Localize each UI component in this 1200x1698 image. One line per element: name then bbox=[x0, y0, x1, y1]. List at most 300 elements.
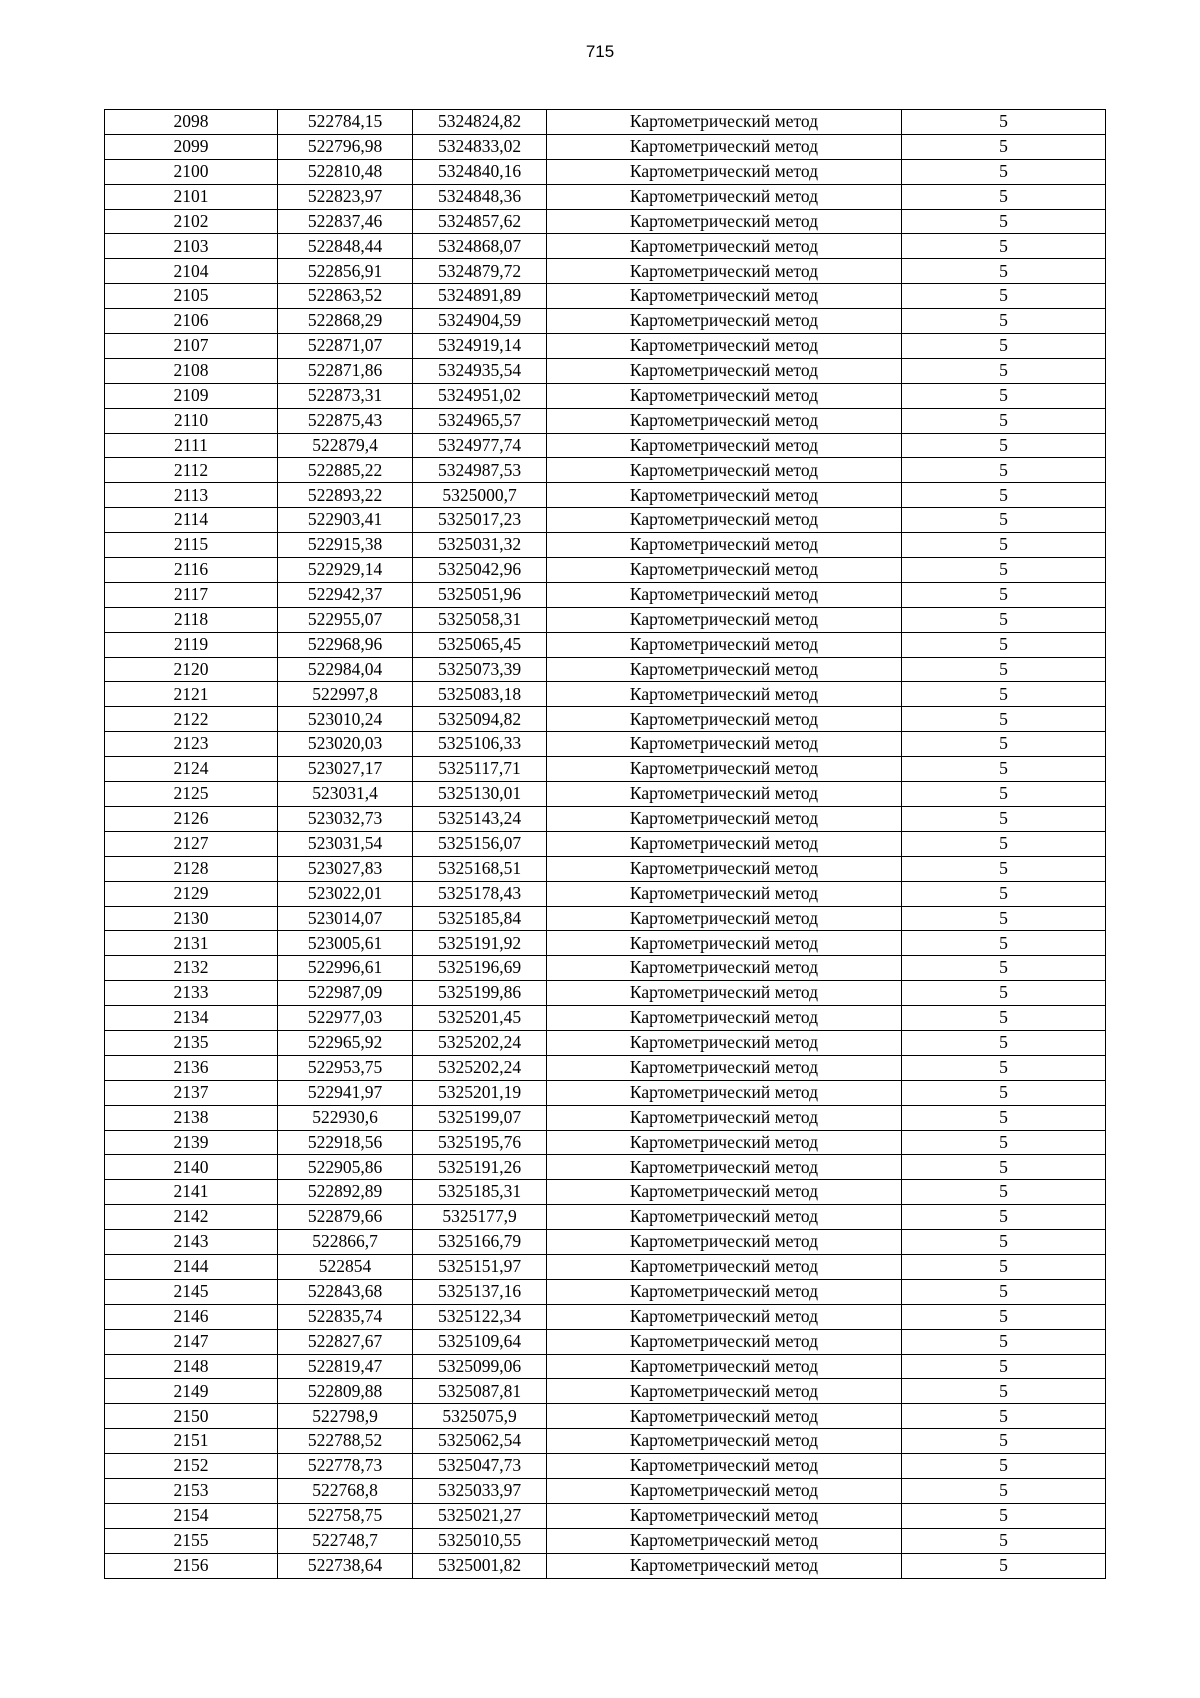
method-cell: Картометрический метод bbox=[547, 234, 902, 259]
y-coordinate-cell: 5325087,81 bbox=[413, 1379, 547, 1404]
accuracy-cell: 5 bbox=[902, 309, 1106, 334]
accuracy-cell: 5 bbox=[902, 1454, 1106, 1479]
method-cell: Картометрический метод bbox=[547, 334, 902, 359]
point-number-cell: 2152 bbox=[105, 1454, 278, 1479]
accuracy-cell: 5 bbox=[902, 209, 1106, 234]
table-row bbox=[105, 533, 1106, 558]
accuracy-cell: 5 bbox=[902, 1404, 1106, 1429]
point-number-cell: 2150 bbox=[105, 1404, 278, 1429]
method-cell: Картометрический метод bbox=[547, 1130, 902, 1155]
method-cell: Картометрический метод bbox=[547, 906, 902, 931]
y-coordinate-cell: 5325109,64 bbox=[413, 1329, 547, 1354]
method-cell: Картометрический метод bbox=[547, 956, 902, 981]
method-cell: Картометрический метод bbox=[547, 284, 902, 309]
accuracy-cell: 5 bbox=[902, 1429, 1106, 1454]
y-coordinate-cell: 5324868,07 bbox=[413, 234, 547, 259]
method-cell: Картометрический метод bbox=[547, 782, 902, 807]
table-row bbox=[105, 1429, 1106, 1454]
accuracy-cell: 5 bbox=[902, 234, 1106, 259]
y-coordinate-cell: 5325166,79 bbox=[413, 1230, 547, 1255]
y-coordinate-cell: 5325185,84 bbox=[413, 906, 547, 931]
x-coordinate-cell: 522798,9 bbox=[278, 1404, 413, 1429]
y-coordinate-cell: 5325042,96 bbox=[413, 558, 547, 583]
y-coordinate-cell: 5325001,82 bbox=[413, 1553, 547, 1578]
x-coordinate-cell: 522871,07 bbox=[278, 334, 413, 359]
accuracy-cell: 5 bbox=[902, 632, 1106, 657]
accuracy-cell: 5 bbox=[902, 1279, 1106, 1304]
point-number-cell: 2151 bbox=[105, 1429, 278, 1454]
x-coordinate-cell: 523005,61 bbox=[278, 931, 413, 956]
accuracy-cell: 5 bbox=[902, 433, 1106, 458]
method-cell: Картометрический метод bbox=[547, 682, 902, 707]
point-number-cell: 2118 bbox=[105, 607, 278, 632]
x-coordinate-cell: 522875,43 bbox=[278, 408, 413, 433]
method-cell: Картометрический метод bbox=[547, 607, 902, 632]
table-row bbox=[105, 1055, 1106, 1080]
table-row bbox=[105, 1080, 1106, 1105]
x-coordinate-cell: 522863,52 bbox=[278, 284, 413, 309]
point-number-cell: 2127 bbox=[105, 831, 278, 856]
x-coordinate-cell: 523032,73 bbox=[278, 806, 413, 831]
x-coordinate-cell: 522918,56 bbox=[278, 1130, 413, 1155]
x-coordinate-cell: 522942,37 bbox=[278, 582, 413, 607]
accuracy-cell: 5 bbox=[902, 259, 1106, 284]
method-cell: Картометрический метод bbox=[547, 458, 902, 483]
accuracy-cell: 5 bbox=[902, 1205, 1106, 1230]
table-row bbox=[105, 956, 1106, 981]
point-number-cell: 2140 bbox=[105, 1155, 278, 1180]
method-cell: Картометрический метод bbox=[547, 732, 902, 757]
method-cell: Картометрический метод bbox=[547, 1354, 902, 1379]
table-row bbox=[105, 1030, 1106, 1055]
method-cell: Картометрический метод bbox=[547, 408, 902, 433]
point-number-cell: 2142 bbox=[105, 1205, 278, 1230]
point-number-cell: 2139 bbox=[105, 1130, 278, 1155]
table-row bbox=[105, 1304, 1106, 1329]
table-row bbox=[105, 558, 1106, 583]
method-cell: Картометрический метод bbox=[547, 582, 902, 607]
x-coordinate-cell: 522997,8 bbox=[278, 682, 413, 707]
method-cell: Картометрический метод bbox=[547, 1006, 902, 1031]
accuracy-cell: 5 bbox=[902, 110, 1106, 135]
point-number-cell: 2120 bbox=[105, 657, 278, 682]
x-coordinate-cell: 522796,98 bbox=[278, 134, 413, 159]
accuracy-cell: 5 bbox=[902, 1478, 1106, 1503]
accuracy-cell: 5 bbox=[902, 184, 1106, 209]
point-number-cell: 2123 bbox=[105, 732, 278, 757]
point-number-cell: 2098 bbox=[105, 110, 278, 135]
accuracy-cell: 5 bbox=[902, 1553, 1106, 1578]
x-coordinate-cell: 522823,97 bbox=[278, 184, 413, 209]
y-coordinate-cell: 5324977,74 bbox=[413, 433, 547, 458]
y-coordinate-cell: 5325000,7 bbox=[413, 483, 547, 508]
point-number-cell: 2126 bbox=[105, 806, 278, 831]
x-coordinate-cell: 522941,97 bbox=[278, 1080, 413, 1105]
accuracy-cell: 5 bbox=[902, 483, 1106, 508]
table-row bbox=[105, 1230, 1106, 1255]
method-cell: Картометрический метод bbox=[547, 1080, 902, 1105]
point-number-cell: 2156 bbox=[105, 1553, 278, 1578]
accuracy-cell: 5 bbox=[902, 856, 1106, 881]
y-coordinate-cell: 5325156,07 bbox=[413, 831, 547, 856]
y-coordinate-cell: 5325047,73 bbox=[413, 1454, 547, 1479]
method-cell: Картометрический метод bbox=[547, 1030, 902, 1055]
point-number-cell: 2154 bbox=[105, 1503, 278, 1528]
point-number-cell: 2103 bbox=[105, 234, 278, 259]
x-coordinate-cell: 522893,22 bbox=[278, 483, 413, 508]
table-row bbox=[105, 1254, 1106, 1279]
method-cell: Картометрический метод bbox=[547, 1230, 902, 1255]
accuracy-cell: 5 bbox=[902, 1503, 1106, 1528]
accuracy-cell: 5 bbox=[902, 806, 1106, 831]
table-row bbox=[105, 483, 1106, 508]
x-coordinate-cell: 522738,64 bbox=[278, 1553, 413, 1578]
table-row bbox=[105, 184, 1106, 209]
y-coordinate-cell: 5324824,82 bbox=[413, 110, 547, 135]
point-number-cell: 2145 bbox=[105, 1279, 278, 1304]
point-number-cell: 2109 bbox=[105, 383, 278, 408]
point-number-cell: 2121 bbox=[105, 682, 278, 707]
accuracy-cell: 5 bbox=[902, 159, 1106, 184]
table-row bbox=[105, 931, 1106, 956]
point-number-cell: 2110 bbox=[105, 408, 278, 433]
point-number-cell: 2130 bbox=[105, 906, 278, 931]
point-number-cell: 2117 bbox=[105, 582, 278, 607]
method-cell: Картометрический метод bbox=[547, 1478, 902, 1503]
accuracy-cell: 5 bbox=[902, 906, 1106, 931]
table-row bbox=[105, 1404, 1106, 1429]
x-coordinate-cell: 522819,47 bbox=[278, 1354, 413, 1379]
point-number-cell: 2149 bbox=[105, 1379, 278, 1404]
point-number-cell: 2128 bbox=[105, 856, 278, 881]
x-coordinate-cell: 522953,75 bbox=[278, 1055, 413, 1080]
accuracy-cell: 5 bbox=[902, 533, 1106, 558]
accuracy-cell: 5 bbox=[902, 334, 1106, 359]
method-cell: Картометрический метод bbox=[547, 533, 902, 558]
table-row bbox=[105, 856, 1106, 881]
x-coordinate-cell: 522873,31 bbox=[278, 383, 413, 408]
accuracy-cell: 5 bbox=[902, 782, 1106, 807]
point-number-cell: 2101 bbox=[105, 184, 278, 209]
coordinates-table-body bbox=[105, 110, 1106, 1579]
accuracy-cell: 5 bbox=[902, 881, 1106, 906]
table-row bbox=[105, 234, 1106, 259]
accuracy-cell: 5 bbox=[902, 1055, 1106, 1080]
method-cell: Картометрический метод bbox=[547, 1155, 902, 1180]
y-coordinate-cell: 5325191,92 bbox=[413, 931, 547, 956]
method-cell: Картометрический метод bbox=[547, 358, 902, 383]
x-coordinate-cell: 522968,96 bbox=[278, 632, 413, 657]
accuracy-cell: 5 bbox=[902, 1354, 1106, 1379]
table-row bbox=[105, 1329, 1106, 1354]
table-row bbox=[105, 159, 1106, 184]
table-row bbox=[105, 1454, 1106, 1479]
point-number-cell: 2122 bbox=[105, 707, 278, 732]
x-coordinate-cell: 522843,68 bbox=[278, 1279, 413, 1304]
y-coordinate-cell: 5325106,33 bbox=[413, 732, 547, 757]
point-number-cell: 2134 bbox=[105, 1006, 278, 1031]
y-coordinate-cell: 5325168,51 bbox=[413, 856, 547, 881]
x-coordinate-cell: 522965,92 bbox=[278, 1030, 413, 1055]
accuracy-cell: 5 bbox=[902, 508, 1106, 533]
y-coordinate-cell: 5325199,86 bbox=[413, 981, 547, 1006]
table-row bbox=[105, 1528, 1106, 1553]
point-number-cell: 2116 bbox=[105, 558, 278, 583]
table-row bbox=[105, 782, 1106, 807]
accuracy-cell: 5 bbox=[902, 1230, 1106, 1255]
method-cell: Картометрический метод bbox=[547, 1503, 902, 1528]
accuracy-cell: 5 bbox=[902, 1379, 1106, 1404]
table-row bbox=[105, 682, 1106, 707]
accuracy-cell: 5 bbox=[902, 931, 1106, 956]
x-coordinate-cell: 522837,46 bbox=[278, 209, 413, 234]
x-coordinate-cell: 522871,86 bbox=[278, 358, 413, 383]
y-coordinate-cell: 5325083,18 bbox=[413, 682, 547, 707]
y-coordinate-cell: 5325191,26 bbox=[413, 1155, 547, 1180]
method-cell: Картометрический метод bbox=[547, 110, 902, 135]
point-number-cell: 2107 bbox=[105, 334, 278, 359]
table-row bbox=[105, 334, 1106, 359]
table-row bbox=[105, 1379, 1106, 1404]
y-coordinate-cell: 5324987,53 bbox=[413, 458, 547, 483]
x-coordinate-cell: 522984,04 bbox=[278, 657, 413, 682]
method-cell: Картометрический метод bbox=[547, 757, 902, 782]
method-cell: Картометрический метод bbox=[547, 309, 902, 334]
point-number-cell: 2143 bbox=[105, 1230, 278, 1255]
x-coordinate-cell: 523010,24 bbox=[278, 707, 413, 732]
table-row bbox=[105, 981, 1106, 1006]
accuracy-cell: 5 bbox=[902, 757, 1106, 782]
method-cell: Картометрический метод bbox=[547, 881, 902, 906]
method-cell: Картометрический метод bbox=[547, 831, 902, 856]
table-row bbox=[105, 831, 1106, 856]
x-coordinate-cell: 522835,74 bbox=[278, 1304, 413, 1329]
table-row bbox=[105, 408, 1106, 433]
table-row bbox=[105, 259, 1106, 284]
method-cell: Картометрический метод bbox=[547, 1180, 902, 1205]
x-coordinate-cell: 523020,03 bbox=[278, 732, 413, 757]
method-cell: Картометрический метод bbox=[547, 1329, 902, 1354]
y-coordinate-cell: 5324935,54 bbox=[413, 358, 547, 383]
accuracy-cell: 5 bbox=[902, 1130, 1106, 1155]
y-coordinate-cell: 5325021,27 bbox=[413, 1503, 547, 1528]
point-number-cell: 2136 bbox=[105, 1055, 278, 1080]
accuracy-cell: 5 bbox=[902, 134, 1106, 159]
point-number-cell: 2115 bbox=[105, 533, 278, 558]
method-cell: Картометрический метод bbox=[547, 433, 902, 458]
y-coordinate-cell: 5324965,57 bbox=[413, 408, 547, 433]
y-coordinate-cell: 5325137,16 bbox=[413, 1279, 547, 1304]
y-coordinate-cell: 5324848,36 bbox=[413, 184, 547, 209]
point-number-cell: 2119 bbox=[105, 632, 278, 657]
y-coordinate-cell: 5325010,55 bbox=[413, 1528, 547, 1553]
x-coordinate-cell: 523014,07 bbox=[278, 906, 413, 931]
x-coordinate-cell: 522810,48 bbox=[278, 159, 413, 184]
method-cell: Картометрический метод bbox=[547, 1055, 902, 1080]
x-coordinate-cell: 522879,66 bbox=[278, 1205, 413, 1230]
y-coordinate-cell: 5325143,24 bbox=[413, 806, 547, 831]
x-coordinate-cell: 522996,61 bbox=[278, 956, 413, 981]
page-number: 715 bbox=[585, 42, 615, 61]
x-coordinate-cell: 522848,44 bbox=[278, 234, 413, 259]
accuracy-cell: 5 bbox=[902, 707, 1106, 732]
table-row bbox=[105, 284, 1106, 309]
accuracy-cell: 5 bbox=[902, 558, 1106, 583]
point-number-cell: 2111 bbox=[105, 433, 278, 458]
method-cell: Картометрический метод bbox=[547, 1404, 902, 1429]
accuracy-cell: 5 bbox=[902, 732, 1106, 757]
accuracy-cell: 5 bbox=[902, 1006, 1106, 1031]
point-number-cell: 2114 bbox=[105, 508, 278, 533]
x-coordinate-cell: 522892,89 bbox=[278, 1180, 413, 1205]
x-coordinate-cell: 523031,4 bbox=[278, 782, 413, 807]
y-coordinate-cell: 5325058,31 bbox=[413, 607, 547, 632]
method-cell: Картометрический метод bbox=[547, 1379, 902, 1404]
method-cell: Картометрический метод bbox=[547, 707, 902, 732]
y-coordinate-cell: 5325065,45 bbox=[413, 632, 547, 657]
x-coordinate-cell: 522866,7 bbox=[278, 1230, 413, 1255]
accuracy-cell: 5 bbox=[902, 831, 1106, 856]
method-cell: Картометрический метод bbox=[547, 184, 902, 209]
table-row bbox=[105, 1130, 1106, 1155]
y-coordinate-cell: 5325177,9 bbox=[413, 1205, 547, 1230]
x-coordinate-cell: 523027,83 bbox=[278, 856, 413, 881]
y-coordinate-cell: 5325199,07 bbox=[413, 1105, 547, 1130]
table-row bbox=[105, 632, 1106, 657]
x-coordinate-cell: 522868,29 bbox=[278, 309, 413, 334]
y-coordinate-cell: 5324833,02 bbox=[413, 134, 547, 159]
table-row bbox=[105, 110, 1106, 135]
method-cell: Картометрический метод bbox=[547, 483, 902, 508]
table-row bbox=[105, 1279, 1106, 1304]
x-coordinate-cell: 522885,22 bbox=[278, 458, 413, 483]
y-coordinate-cell: 5325075,9 bbox=[413, 1404, 547, 1429]
accuracy-cell: 5 bbox=[902, 1030, 1106, 1055]
point-number-cell: 2135 bbox=[105, 1030, 278, 1055]
x-coordinate-cell: 522856,91 bbox=[278, 259, 413, 284]
accuracy-cell: 5 bbox=[902, 1180, 1106, 1205]
method-cell: Картометрический метод bbox=[547, 558, 902, 583]
x-coordinate-cell: 523031,54 bbox=[278, 831, 413, 856]
table-row bbox=[105, 433, 1106, 458]
method-cell: Картометрический метод bbox=[547, 981, 902, 1006]
point-number-cell: 2133 bbox=[105, 981, 278, 1006]
y-coordinate-cell: 5325117,71 bbox=[413, 757, 547, 782]
x-coordinate-cell: 522827,67 bbox=[278, 1329, 413, 1354]
point-number-cell: 2138 bbox=[105, 1105, 278, 1130]
point-number-cell: 2112 bbox=[105, 458, 278, 483]
table-row bbox=[105, 707, 1106, 732]
table-row bbox=[105, 458, 1106, 483]
point-number-cell: 2144 bbox=[105, 1254, 278, 1279]
method-cell: Картометрический метод bbox=[547, 1205, 902, 1230]
point-number-cell: 2146 bbox=[105, 1304, 278, 1329]
table-row bbox=[105, 383, 1106, 408]
method-cell: Картометрический метод bbox=[547, 1429, 902, 1454]
method-cell: Картометрический метод bbox=[547, 159, 902, 184]
accuracy-cell: 5 bbox=[902, 682, 1106, 707]
accuracy-cell: 5 bbox=[902, 284, 1106, 309]
y-coordinate-cell: 5325151,97 bbox=[413, 1254, 547, 1279]
x-coordinate-cell: 522903,41 bbox=[278, 508, 413, 533]
method-cell: Картометрический метод bbox=[547, 1304, 902, 1329]
accuracy-cell: 5 bbox=[902, 956, 1106, 981]
point-number-cell: 2141 bbox=[105, 1180, 278, 1205]
table-row bbox=[105, 582, 1106, 607]
table-row bbox=[105, 134, 1106, 159]
accuracy-cell: 5 bbox=[902, 408, 1106, 433]
table-row bbox=[105, 806, 1106, 831]
accuracy-cell: 5 bbox=[902, 1105, 1106, 1130]
table-row bbox=[105, 1553, 1106, 1578]
table-row bbox=[105, 309, 1106, 334]
point-number-cell: 2124 bbox=[105, 757, 278, 782]
x-coordinate-cell: 522915,38 bbox=[278, 533, 413, 558]
point-number-cell: 2108 bbox=[105, 358, 278, 383]
method-cell: Картометрический метод bbox=[547, 856, 902, 881]
table-row bbox=[105, 1503, 1106, 1528]
point-number-cell: 2137 bbox=[105, 1080, 278, 1105]
x-coordinate-cell: 522784,15 bbox=[278, 110, 413, 135]
y-coordinate-cell: 5325122,34 bbox=[413, 1304, 547, 1329]
y-coordinate-cell: 5325094,82 bbox=[413, 707, 547, 732]
accuracy-cell: 5 bbox=[902, 582, 1106, 607]
y-coordinate-cell: 5324904,59 bbox=[413, 309, 547, 334]
y-coordinate-cell: 5325202,24 bbox=[413, 1030, 547, 1055]
x-coordinate-cell: 523027,17 bbox=[278, 757, 413, 782]
method-cell: Картометрический метод bbox=[547, 134, 902, 159]
method-cell: Картометрический метод bbox=[547, 931, 902, 956]
accuracy-cell: 5 bbox=[902, 383, 1106, 408]
y-coordinate-cell: 5324840,16 bbox=[413, 159, 547, 184]
point-number-cell: 2148 bbox=[105, 1354, 278, 1379]
method-cell: Картометрический метод bbox=[547, 1528, 902, 1553]
table-row bbox=[105, 1006, 1106, 1031]
accuracy-cell: 5 bbox=[902, 1329, 1106, 1354]
point-number-cell: 2113 bbox=[105, 483, 278, 508]
point-number-cell: 2104 bbox=[105, 259, 278, 284]
accuracy-cell: 5 bbox=[902, 657, 1106, 682]
table-row bbox=[105, 657, 1106, 682]
y-coordinate-cell: 5324891,89 bbox=[413, 284, 547, 309]
y-coordinate-cell: 5325099,06 bbox=[413, 1354, 547, 1379]
table-row bbox=[105, 508, 1106, 533]
table-row bbox=[105, 732, 1106, 757]
x-coordinate-cell: 522905,86 bbox=[278, 1155, 413, 1180]
x-coordinate-cell: 522854 bbox=[278, 1254, 413, 1279]
point-number-cell: 2125 bbox=[105, 782, 278, 807]
method-cell: Картометрический метод bbox=[547, 1454, 902, 1479]
y-coordinate-cell: 5325033,97 bbox=[413, 1478, 547, 1503]
point-number-cell: 2129 bbox=[105, 881, 278, 906]
table-row bbox=[105, 607, 1106, 632]
y-coordinate-cell: 5325196,69 bbox=[413, 956, 547, 981]
point-number-cell: 2102 bbox=[105, 209, 278, 234]
point-number-cell: 2153 bbox=[105, 1478, 278, 1503]
table-row bbox=[105, 1205, 1106, 1230]
x-coordinate-cell: 522929,14 bbox=[278, 558, 413, 583]
x-coordinate-cell: 522879,4 bbox=[278, 433, 413, 458]
table-row bbox=[105, 209, 1106, 234]
x-coordinate-cell: 522955,07 bbox=[278, 607, 413, 632]
y-coordinate-cell: 5325178,43 bbox=[413, 881, 547, 906]
table-row bbox=[105, 1354, 1106, 1379]
y-coordinate-cell: 5324857,62 bbox=[413, 209, 547, 234]
x-coordinate-cell: 522788,52 bbox=[278, 1429, 413, 1454]
y-coordinate-cell: 5325201,45 bbox=[413, 1006, 547, 1031]
accuracy-cell: 5 bbox=[902, 1528, 1106, 1553]
method-cell: Картометрический метод bbox=[547, 1254, 902, 1279]
